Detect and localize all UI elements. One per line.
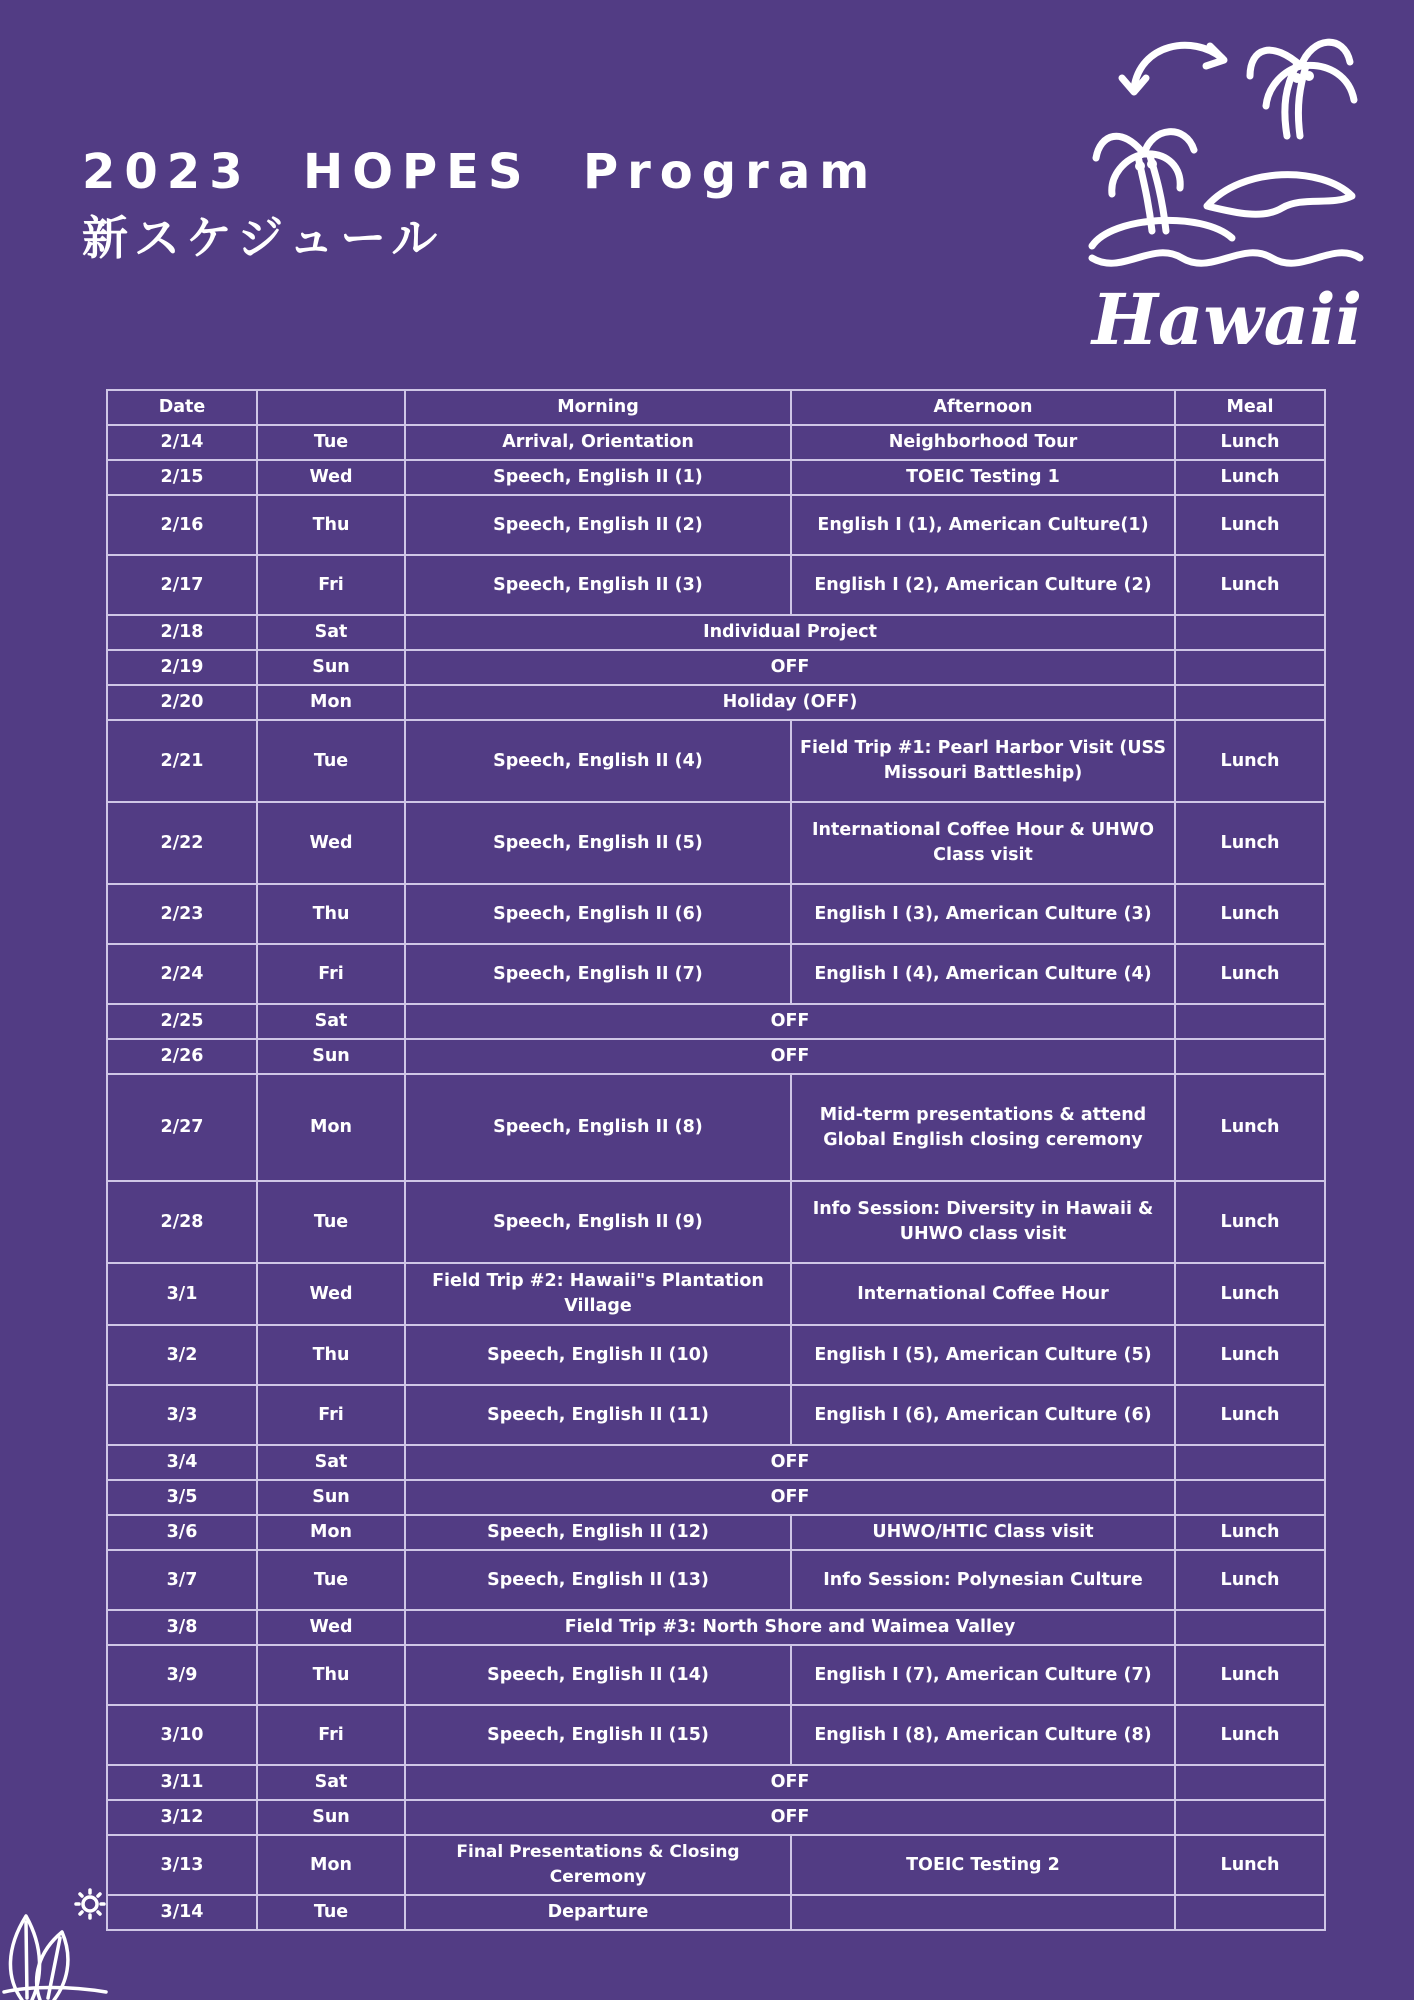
afternoon-cell: English I (4), American Culture (4) <box>791 944 1175 1004</box>
meal-cell: Lunch <box>1175 1515 1325 1550</box>
activity-cell: Holiday (OFF) <box>405 685 1175 720</box>
morning-cell: Departure <box>405 1895 791 1930</box>
column-header-day <box>257 390 405 425</box>
meal-cell <box>1175 1445 1325 1480</box>
day-cell: Sun <box>257 650 405 685</box>
meal-cell <box>1175 1480 1325 1515</box>
table-row <box>107 1325 1325 1385</box>
morning-cell: Speech, English II (1) <box>405 460 791 495</box>
meal-cell: Lunch <box>1175 944 1325 1004</box>
day-cell: Sun <box>257 1039 405 1074</box>
date-cell: 2/16 <box>107 495 257 555</box>
activity-cell: OFF <box>405 1800 1175 1835</box>
afternoon-cell: Mid-term presentations & attend Global English closing ceremony <box>791 1074 1175 1181</box>
day-cell: Sat <box>257 615 405 650</box>
morning-cell: Speech, English II (4) <box>405 720 791 802</box>
table-row <box>107 615 1325 650</box>
table-row <box>107 650 1325 685</box>
day-cell: Mon <box>257 1074 405 1181</box>
meal-cell: Lunch <box>1175 720 1325 802</box>
day-cell: Fri <box>257 1385 405 1445</box>
meal-cell <box>1175 1765 1325 1800</box>
morning-cell: Final Presentations & Closing Ceremony <box>405 1835 791 1895</box>
date-cell: 2/19 <box>107 650 257 685</box>
day-cell: Mon <box>257 1515 405 1550</box>
day-cell: Wed <box>257 1263 405 1325</box>
date-cell: 3/10 <box>107 1705 257 1765</box>
meal-cell: Lunch <box>1175 1705 1325 1765</box>
meal-cell: Lunch <box>1175 1550 1325 1610</box>
table-row <box>107 1263 1325 1325</box>
activity-cell: OFF <box>405 1765 1175 1800</box>
table-row <box>107 944 1325 1004</box>
table-row <box>107 1480 1325 1515</box>
date-cell: 2/15 <box>107 460 257 495</box>
date-cell: 3/9 <box>107 1645 257 1705</box>
afternoon-cell: English I (3), American Culture (3) <box>791 884 1175 944</box>
morning-cell: Speech, English II (9) <box>405 1181 791 1263</box>
date-cell: 2/21 <box>107 720 257 802</box>
table-row <box>107 495 1325 555</box>
table-row <box>107 1835 1325 1895</box>
date-cell: 3/6 <box>107 1515 257 1550</box>
date-cell: 2/25 <box>107 1004 257 1039</box>
table-row <box>107 685 1325 720</box>
day-cell: Sat <box>257 1004 405 1039</box>
table-row <box>107 1645 1325 1705</box>
table-row <box>107 1445 1325 1480</box>
table-row <box>107 802 1325 884</box>
day-cell: Fri <box>257 944 405 1004</box>
afternoon-cell: TOEIC Testing 1 <box>791 460 1175 495</box>
afternoon-cell: UHWO/HTIC Class visit <box>791 1515 1175 1550</box>
date-cell: 3/5 <box>107 1480 257 1515</box>
day-cell: Thu <box>257 884 405 944</box>
column-header-meal: Meal <box>1175 390 1325 425</box>
date-cell: 3/12 <box>107 1800 257 1835</box>
activity-cell: Individual Project <box>405 615 1175 650</box>
date-cell: 3/2 <box>107 1325 257 1385</box>
meal-cell: Lunch <box>1175 1385 1325 1445</box>
table-row <box>107 1765 1325 1800</box>
morning-cell: Speech, English II (15) <box>405 1705 791 1765</box>
table-row <box>107 1181 1325 1263</box>
date-cell: 2/26 <box>107 1039 257 1074</box>
day-cell: Sun <box>257 1800 405 1835</box>
meal-cell: Lunch <box>1175 495 1325 555</box>
activity-cell: OFF <box>405 1039 1175 1074</box>
date-cell: 3/3 <box>107 1385 257 1445</box>
morning-cell: Field Trip #2: Hawaii"s Plantation Village <box>405 1263 791 1325</box>
morning-cell: Speech, English II (5) <box>405 802 791 884</box>
activity-cell: OFF <box>405 1480 1175 1515</box>
date-cell: 2/14 <box>107 425 257 460</box>
column-header-afternoon: Afternoon <box>791 390 1175 425</box>
meal-cell: Lunch <box>1175 425 1325 460</box>
date-cell: 3/11 <box>107 1765 257 1800</box>
meal-cell <box>1175 685 1325 720</box>
day-cell: Tue <box>257 1895 405 1930</box>
day-cell: Wed <box>257 802 405 884</box>
activity-cell: OFF <box>405 1004 1175 1039</box>
day-cell: Wed <box>257 460 405 495</box>
afternoon-cell: English I (2), American Culture (2) <box>791 555 1175 615</box>
date-cell: 3/1 <box>107 1263 257 1325</box>
meal-cell <box>1175 1039 1325 1074</box>
schedule-table <box>106 389 1326 1931</box>
meal-cell: Lunch <box>1175 555 1325 615</box>
table-row <box>107 1800 1325 1835</box>
meal-cell: Lunch <box>1175 1835 1325 1895</box>
page-subtitle: 新スケジュール <box>82 211 444 265</box>
day-cell: Tue <box>257 1550 405 1610</box>
column-header-date: Date <box>107 390 257 425</box>
table-row <box>107 884 1325 944</box>
table-row <box>107 1385 1325 1445</box>
table-row <box>107 1705 1325 1765</box>
morning-cell: Speech, English II (11) <box>405 1385 791 1445</box>
day-cell: Thu <box>257 495 405 555</box>
day-cell: Sun <box>257 1480 405 1515</box>
table-row <box>107 425 1325 460</box>
meal-cell <box>1175 1004 1325 1039</box>
day-cell: Fri <box>257 1705 405 1765</box>
afternoon-cell: Info Session: Polynesian Culture <box>791 1550 1175 1610</box>
morning-cell: Arrival, Orientation <box>405 425 791 460</box>
day-cell: Thu <box>257 1645 405 1705</box>
date-cell: 2/18 <box>107 615 257 650</box>
morning-cell: Speech, English II (2) <box>405 495 791 555</box>
afternoon-cell <box>791 1895 1175 1930</box>
table-row <box>107 1895 1325 1930</box>
afternoon-cell: English I (8), American Culture (8) <box>791 1705 1175 1765</box>
date-cell: 2/27 <box>107 1074 257 1181</box>
activity-cell: OFF <box>405 1445 1175 1480</box>
afternoon-cell: TOEIC Testing 2 <box>791 1835 1175 1895</box>
afternoon-cell: English I (6), American Culture (6) <box>791 1385 1175 1445</box>
day-cell: Tue <box>257 425 405 460</box>
afternoon-cell: English I (7), American Culture (7) <box>791 1645 1175 1705</box>
table-row <box>107 1004 1325 1039</box>
activity-cell: OFF <box>405 650 1175 685</box>
afternoon-cell: English I (5), American Culture (5) <box>791 1325 1175 1385</box>
afternoon-cell: International Coffee Hour <box>791 1263 1175 1325</box>
date-cell: 2/20 <box>107 685 257 720</box>
meal-cell: Lunch <box>1175 1325 1325 1385</box>
table-row <box>107 1074 1325 1181</box>
date-cell: 2/28 <box>107 1181 257 1263</box>
date-cell: 3/4 <box>107 1445 257 1480</box>
morning-cell: Speech, English II (6) <box>405 884 791 944</box>
hawaii-logo-text: Hawaii <box>1091 278 1363 361</box>
table-row <box>107 720 1325 802</box>
morning-cell: Speech, English II (8) <box>405 1074 791 1181</box>
morning-cell: Speech, English II (10) <box>405 1325 791 1385</box>
day-cell: Mon <box>257 1835 405 1895</box>
morning-cell: Speech, English II (14) <box>405 1645 791 1705</box>
meal-cell: Lunch <box>1175 884 1325 944</box>
day-cell: Tue <box>257 720 405 802</box>
page-title: 2023 HOPES Program <box>82 144 879 200</box>
table-row <box>107 1039 1325 1074</box>
day-cell: Thu <box>257 1325 405 1385</box>
table-row <box>107 460 1325 495</box>
day-cell: Mon <box>257 685 405 720</box>
table-row <box>107 1515 1325 1550</box>
meal-cell: Lunch <box>1175 1645 1325 1705</box>
day-cell: Fri <box>257 555 405 615</box>
meal-cell: Lunch <box>1175 802 1325 884</box>
meal-cell: Lunch <box>1175 1181 1325 1263</box>
morning-cell: Speech, English II (13) <box>405 1550 791 1610</box>
day-cell: Wed <box>257 1610 405 1645</box>
morning-cell: Speech, English II (12) <box>405 1515 791 1550</box>
meal-cell: Lunch <box>1175 1074 1325 1181</box>
meal-cell <box>1175 615 1325 650</box>
meal-cell <box>1175 650 1325 685</box>
surfboard-sun-icon <box>0 1888 118 2000</box>
morning-cell: Speech, English II (7) <box>405 944 791 1004</box>
column-header-morning: Morning <box>405 390 791 425</box>
meal-cell <box>1175 1800 1325 1835</box>
afternoon-cell: Info Session: Diversity in Hawaii & UHWO class visit <box>791 1181 1175 1263</box>
afternoon-cell: Neighborhood Tour <box>791 425 1175 460</box>
afternoon-cell: Field Trip #1: Pearl Harbor Visit (USS Missouri Battleship) <box>791 720 1175 802</box>
day-cell: Tue <box>257 1181 405 1263</box>
hawaii-island-logo <box>1082 26 1372 362</box>
date-cell: 2/17 <box>107 555 257 615</box>
date-cell: 2/22 <box>107 802 257 884</box>
date-cell: 3/7 <box>107 1550 257 1610</box>
date-cell: 2/23 <box>107 884 257 944</box>
afternoon-cell: International Coffee Hour & UHWO Class visit <box>791 802 1175 884</box>
table-row <box>107 1610 1325 1645</box>
table-row <box>107 1550 1325 1610</box>
day-cell: Sat <box>257 1445 405 1480</box>
meal-cell <box>1175 1610 1325 1645</box>
date-cell: 3/14 <box>107 1895 257 1930</box>
date-cell: 2/24 <box>107 944 257 1004</box>
morning-cell: Speech, English II (3) <box>405 555 791 615</box>
activity-cell: Field Trip #3: North Shore and Waimea Valley <box>405 1610 1175 1645</box>
table-header-row <box>107 390 1325 425</box>
date-cell: 3/8 <box>107 1610 257 1645</box>
afternoon-cell: English I (1), American Culture(1) <box>791 495 1175 555</box>
meal-cell: Lunch <box>1175 1263 1325 1325</box>
meal-cell <box>1175 1895 1325 1930</box>
date-cell: 3/13 <box>107 1835 257 1895</box>
meal-cell: Lunch <box>1175 460 1325 495</box>
table-row <box>107 555 1325 615</box>
day-cell: Sat <box>257 1765 405 1800</box>
